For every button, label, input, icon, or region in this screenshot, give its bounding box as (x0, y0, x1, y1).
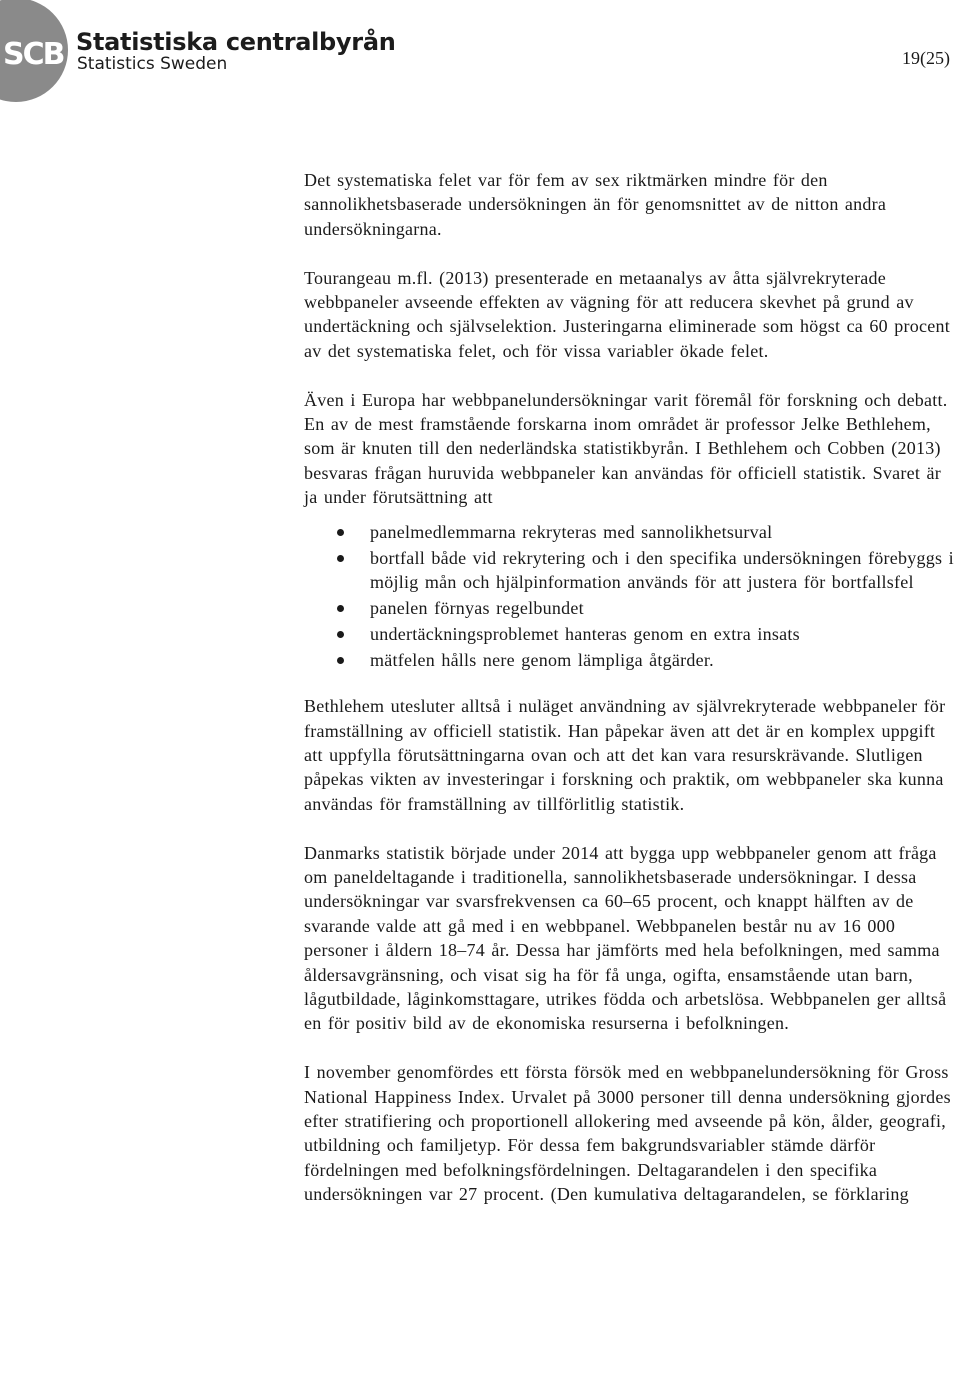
org-name-english: Statistics Sweden (77, 54, 228, 74)
paragraph: Även i Europa har webbpanelundersökningar varit föremål för forskning och debatt. En av de mest framstående forskarna inom området är professor Jelke Bethlehem, som är knuten till den nederländska statistikbyrån. I Bethlehem och Cobben (2013) besvaras frågan huruvida webbpaneler kan användas för officiell statistik. Svaret är ja under förutsättning att (304, 389, 948, 508)
list-item: bortfall både vid rekrytering och i den specifika undersökningen förebyggs i möjlig mån och hjälpinformation används för att justera för bortfallsfel (304, 546, 960, 595)
list-item: mätfelen hålls nere genom lämpliga åtgärder. (304, 648, 960, 672)
paragraph: I november genomfördes ett första försök med en webbpanelundersökning för Gross National Happiness Index. Urvalet på 3000 personer till denna undersökning gjordes efter stratifiering och proportionell allokering med avseende på kön, ålder, geografi, utbildning och familjetyp. För dessa fem bakgrundsvariabler stämde därför fördelningen med befolkningsfördelningen. Deltagarandelen i den specifika undersökningen var 27 procent. (Den kumulativa deltagarandelen, se förklaring (304, 1062, 951, 1205)
scb-logo-icon (0, 0, 70, 104)
page-header (0, 0, 960, 110)
paragraph: Danmarks statistik började under 2014 att bygga upp webbpaneler genom att fråga om paneldeltagande i traditionella, sannolikhetsbaserade undersökningar. I dessa undersökningar var svarsfrekvensen ca 60–65 procent, och knappt hälften av de svarande valde att gå med i en webbpanel. Webbpanelen består nu av 16 000 personer i åldern 18–74 år. Dessa har jämförts med hela befolkningen, med samma åldersavgränsning, och visat sig ha för få unga, ogifta, ensamstående utan barn, lågutbildade, låginkomsttagare, utrikes födda och arbetslösa. Webbpanelen ger alltså en för positiv bild av de ekonomiska resurserna i befolkningen. (304, 842, 947, 1034)
paragraph: Bethlehem utesluter alltså i nuläget användning av självrekryterade webbpaneler för framställning av officiell statistik. Han påpekar även att det är en komplex uppgift att uppfylla förutsättningarna ovan och att det kan vara resurskrävande. Slutligen påpekas vikten av investeringar i forskning och praktik, om webbpaneler ska kunna användas för framställning av tillförlitlig statistik. (304, 696, 946, 814)
list-item: panelmedlemmarna rekryteras med sannolikhetsurval (304, 520, 960, 544)
list-item: undertäckningsproblemet hanteras genom en extra insats (304, 622, 960, 646)
org-name: Statistiska centralbyrån (76, 28, 396, 56)
list-item: panelen förnyas regelbundet (304, 596, 960, 620)
paragraph: Tourangeau m.fl. (2013) presenterade en metaanalys av åtta självrekryterade webbpaneler avseende effekten av vägning för att reducera skevhet på grund av undertäckning och självselektion. Justeringarna eliminerade som högst ca 60 procent av det systematiska felet, och för vissa variabler ökade felet. (304, 267, 950, 361)
bullet-list (304, 520, 960, 672)
svg-text:SCB: SCB (3, 37, 64, 72)
page-number: 19(25) (902, 48, 950, 68)
paragraph: Det systematiska felet var för fem av sex riktmärken mindre för den sannolikhetsbaserade undersökningen än för genomsnittet av de nitton andra undersökningarna. (304, 170, 887, 239)
document-body (304, 168, 960, 1231)
